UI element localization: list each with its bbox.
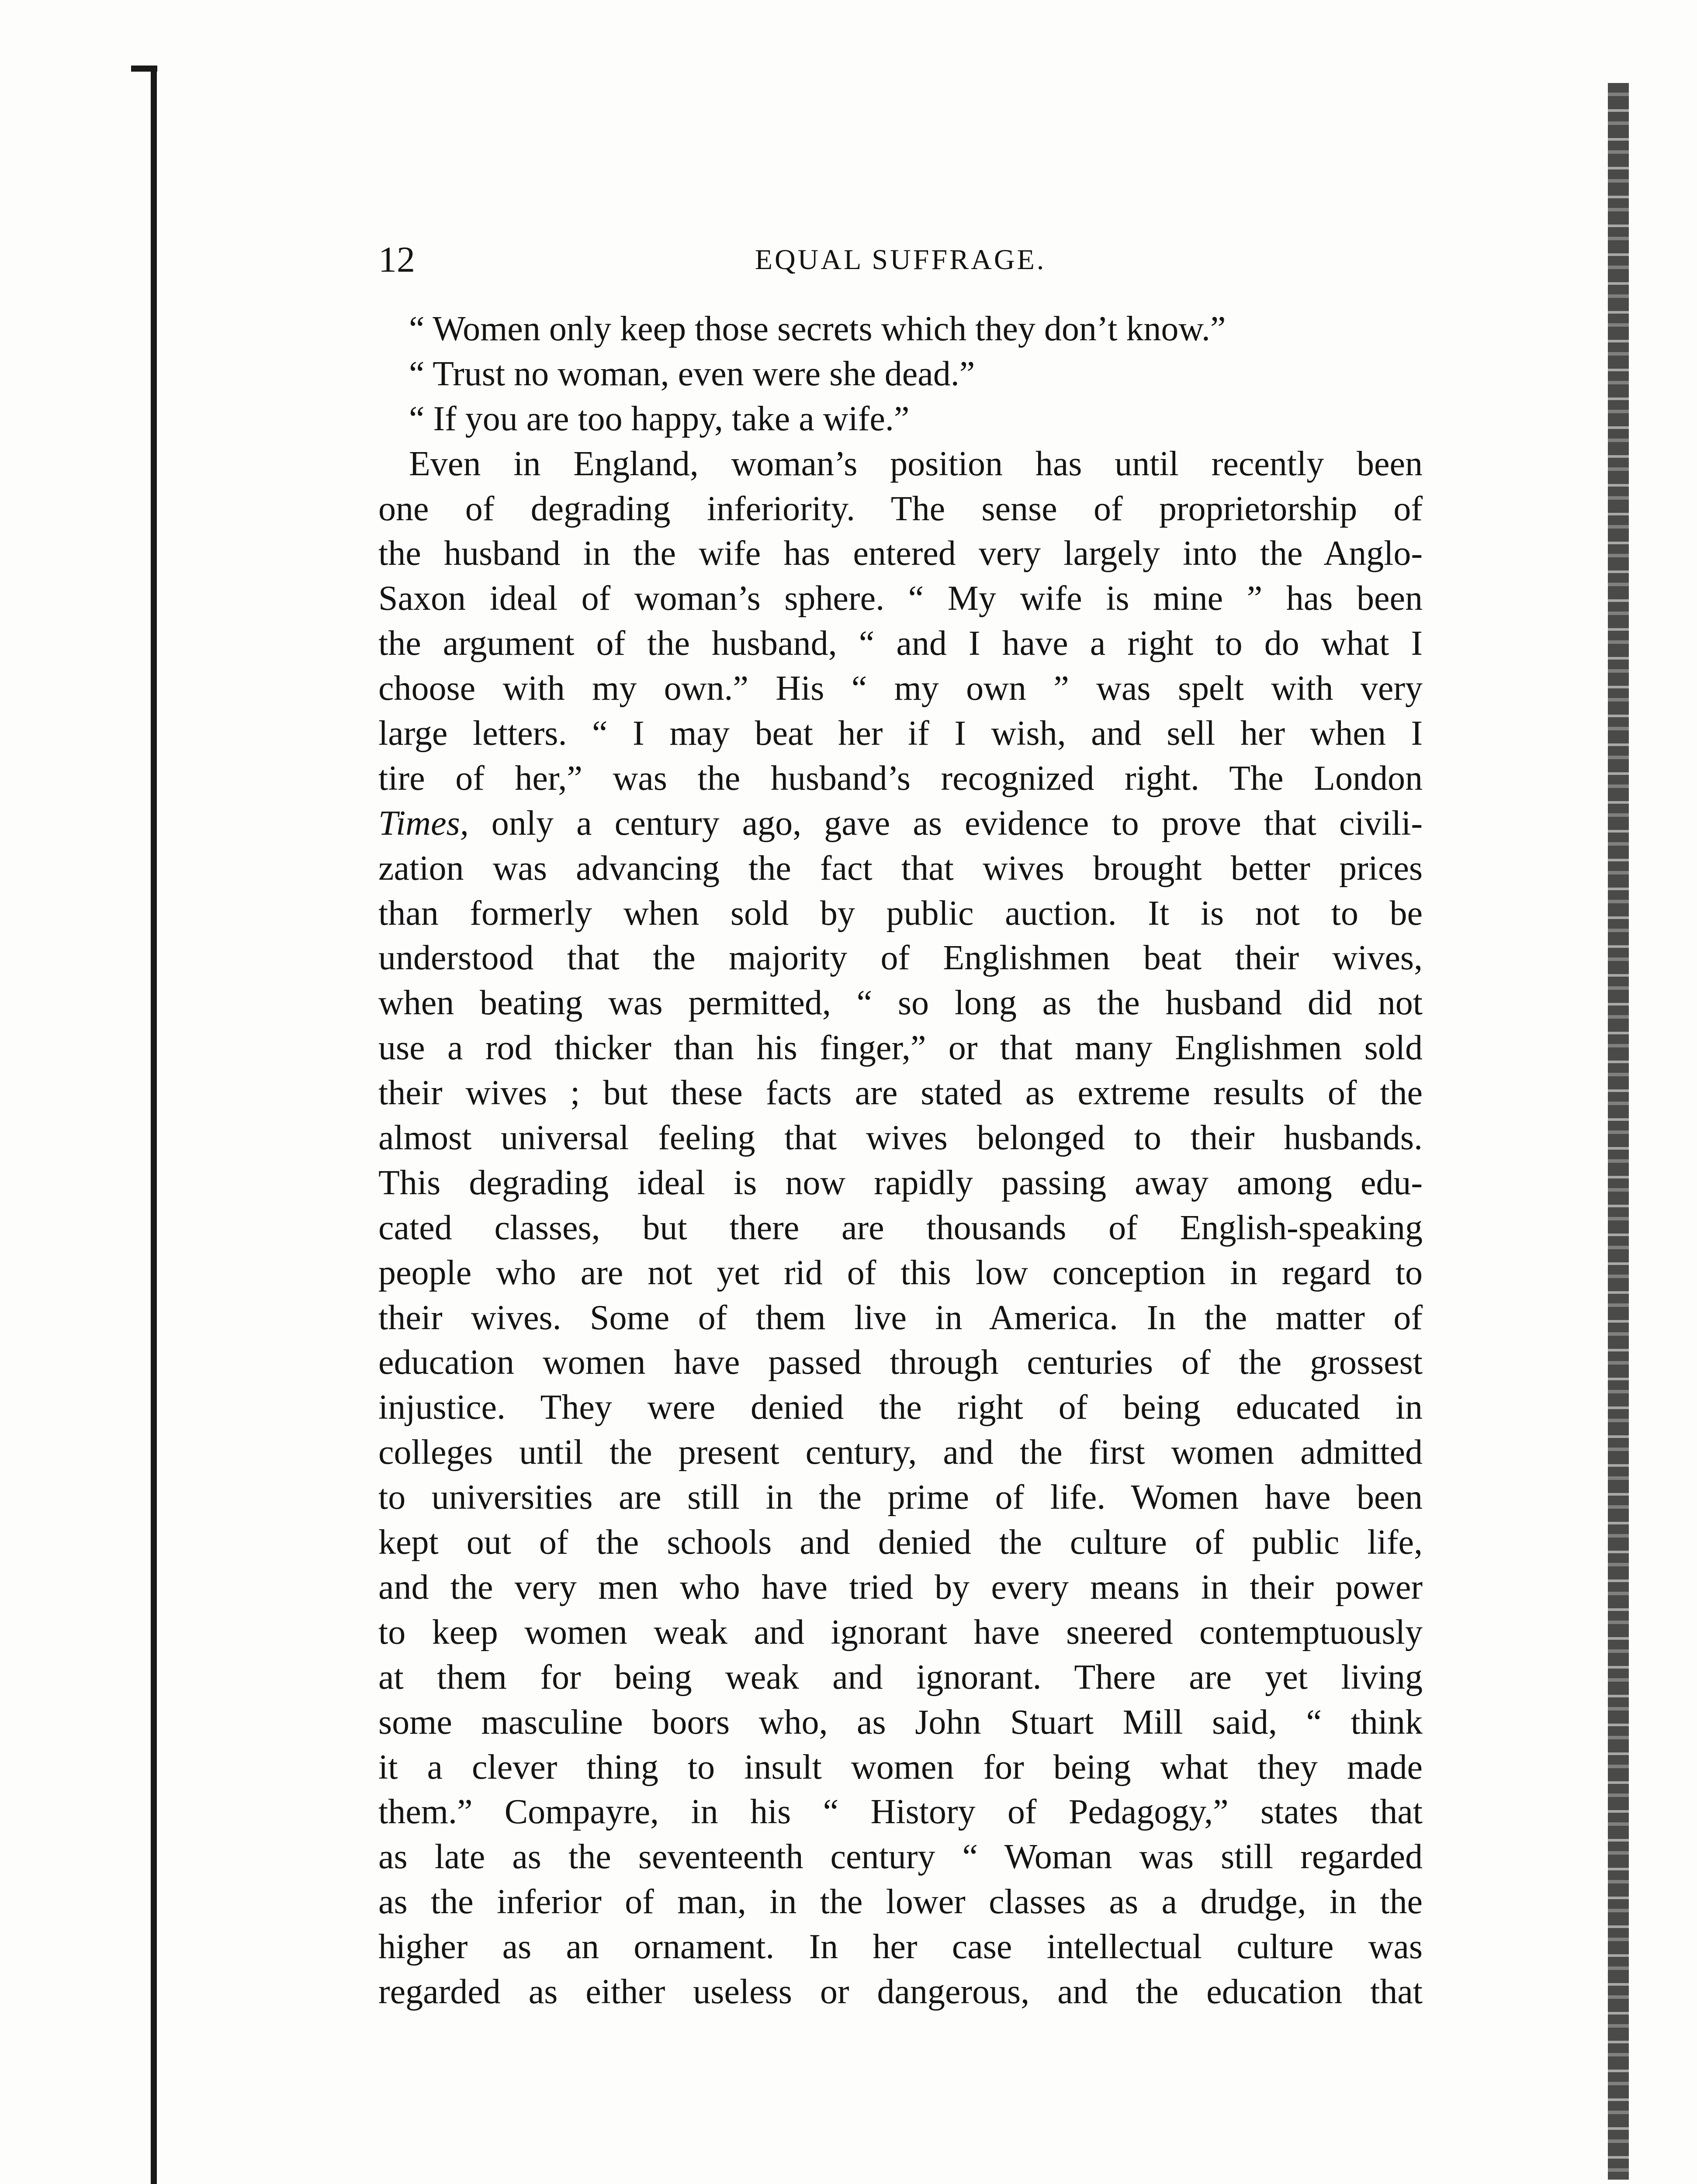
text-line: their wives ; but these facts are stated as extreme results of the xyxy=(378,1074,1423,1113)
text-line xyxy=(378,801,1423,846)
text-line: when beating was permitted, “ so long as the husband did not xyxy=(378,984,1423,1023)
italic-times: Times, xyxy=(378,804,469,843)
text-line: it a clever thing to insult women for being what they made xyxy=(378,1748,1423,1787)
text-line: one of degrading inferiority. The sense of proprietorship of xyxy=(378,489,1423,528)
text-line: their wives. Some of them live in America. In the matter of xyxy=(378,1298,1423,1337)
text-line: injustice. They were denied the right of being educated in xyxy=(378,1388,1423,1427)
text-line: choose with my own.” His “ my own ” was spelt with very xyxy=(378,669,1423,708)
text-line: regarded as either useless or dangerous, and the education that xyxy=(378,1972,1423,2011)
text-line: “ Trust no woman, even were she dead.” xyxy=(409,354,975,393)
text-line: almost universal feeling that wives belonged to their husbands. xyxy=(378,1119,1423,1158)
text-line: understood that the majority of Englishmen beat their wives, xyxy=(378,939,1423,978)
text-line: Even in England, woman’s position has until recently been xyxy=(409,444,1423,483)
text-line: at them for being weak and ignorant. There are yet living xyxy=(378,1658,1423,1697)
text-line: cated classes, but there are thousands of English-speaking xyxy=(378,1208,1423,1247)
text-line: kept out of the schools and denied the culture of public life, xyxy=(378,1523,1423,1562)
text-line: “ If you are too happy, take a wife.” xyxy=(409,399,910,438)
page-edge-left xyxy=(151,66,157,2184)
text-line: people who are not yet rid of this low conception in regard to xyxy=(378,1253,1423,1292)
text-line: to universities are still in the prime of life. Women have been xyxy=(378,1478,1423,1517)
text-line: education women have passed through centuries of the grossest xyxy=(378,1343,1423,1382)
body-text xyxy=(378,307,1423,2015)
text-line: them.” Compayre, in his “ History of Pedagogy,” states that xyxy=(378,1793,1423,1832)
text-line: This degrading ideal is now rapidly passing away among edu- xyxy=(378,1163,1423,1202)
text-line: some masculine boors who, as John Stuart Mill said, “ think xyxy=(378,1703,1423,1742)
running-head xyxy=(378,236,1423,284)
text-line: colleges until the present century, and the first women admitted xyxy=(378,1433,1423,1472)
text-line: as the inferior of man, in the lower classes as a drudge, in the xyxy=(378,1883,1423,1921)
text-line: the argument of the husband, “ and I have a right to do what I xyxy=(378,624,1423,663)
text-line: large letters. “ I may beat her if I wish, and sell her when I xyxy=(378,714,1423,753)
text-line-rest: only a century ago, gave as evidence to prove that civili- xyxy=(468,804,1423,843)
text-line: as late as the seventeenth century “ Woman was still regarded xyxy=(378,1838,1423,1876)
text-line: use a rod thicker than his finger,” or that many Englishmen sold xyxy=(378,1029,1423,1068)
running-title: EQUAL SUFFRAGE. xyxy=(755,244,1046,276)
text-line: higher as an ornament. In her case intellectual culture was xyxy=(378,1928,1423,1966)
text-line: and the very men who have tried by every means in their power xyxy=(378,1568,1423,1607)
text-line: zation was advancing the fact that wives brought better prices xyxy=(378,849,1423,888)
text-line: tire of her,” was the husband’s recognized right. The London xyxy=(378,759,1423,798)
page-number: 12 xyxy=(378,239,415,280)
text-line: than formerly when sold by public auction. It is not to be xyxy=(378,894,1423,933)
text-line: to keep women weak and ignorant have sneered contemptuously xyxy=(378,1613,1423,1652)
text-line: the husband in the wife has entered very largely into the Anglo- xyxy=(378,534,1423,573)
page-edge-right xyxy=(1608,83,1629,2180)
text-line: “ Women only keep those secrets which they don’t know.” xyxy=(409,310,1226,348)
text-line: Saxon ideal of woman’s sphere. “ My wife is mine ” has been xyxy=(378,579,1423,618)
